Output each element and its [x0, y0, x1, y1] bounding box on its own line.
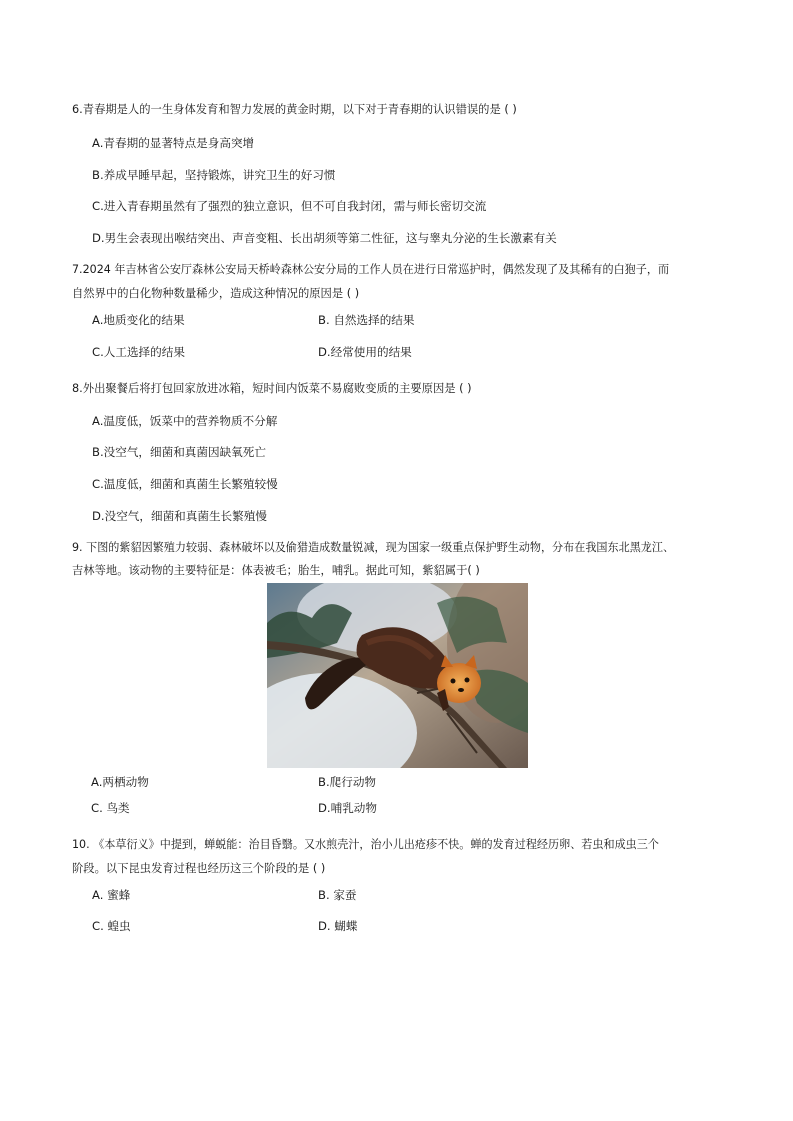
sable-photo	[267, 583, 528, 768]
q10-option-a: A. 蜜蜂	[92, 888, 131, 902]
q6-option-a: A.青春期的显著特点是身高突增	[92, 136, 255, 150]
q7-option-d: D.经常使用的结果	[318, 345, 412, 359]
q10-stem-line2: 阶段。以下昆虫发育过程也经历这三个阶段的是 ( )	[72, 862, 326, 875]
q10-stem-line1: 10. 《本草衍义》中提到，蝉蜕能：治目昏翳。又水煎壳汁，治小儿出疮疹不快。蝉的发育过程经历卵、若虫和成虫三个	[72, 838, 659, 851]
q6-option-d: D.男生会表现出喉结突出、声音变粗、长出胡须等第二性征，这与睾丸分泌的生长激素有关	[92, 231, 557, 245]
q7-stem-line1: 7.2024 年吉林省公安厅森林公安局天桥岭森林公安分局的工作人员在进行日常巡护时，偶然发现了及其稀有的白狍子，而	[72, 263, 670, 276]
q10-option-c: C. 蝗虫	[92, 919, 131, 933]
q9-option-c: C. 鸟类	[91, 801, 130, 815]
q8-stem: 8.外出聚餐后将打包回家放进冰箱，短时间内饭菜不易腐败变质的主要原因是 ( )	[72, 382, 472, 395]
q9-option-b: B.爬行动物	[318, 775, 377, 789]
q9-option-d: D.哺乳动物	[318, 801, 377, 815]
q10-option-b: B. 家蚕	[318, 888, 357, 902]
q9-stem-line1: 9. 下图的紫貂因繁殖力较弱、森林破坏以及偷猎造成数量锐减，现为国家一级重点保护野生动物，分布在我国东北黑龙江、	[72, 541, 675, 554]
q7-option-a: A.地质变化的结果	[92, 313, 185, 327]
q7-option-c: C.人工选择的结果	[92, 345, 185, 359]
q8-option-b: B.没空气，细菌和真菌因缺氧死亡	[92, 445, 266, 459]
q6-option-b: B.养成早睡早起，坚持锻炼，讲究卫生的好习惯	[92, 168, 336, 182]
q7-stem-line2: 自然界中的白化物种数量稀少，造成这种情况的原因是 ( )	[72, 287, 360, 300]
q10-option-d: D. 蝴蝶	[318, 919, 358, 933]
q8-option-c: C.温度低，细菌和真菌生长繁殖较慢	[92, 477, 278, 491]
q6-option-c: C.进入青春期虽然有了强烈的独立意识，但不可自我封闭，需与师长密切交流	[92, 199, 487, 213]
q7-option-b: B. 自然选择的结果	[318, 313, 415, 327]
q8-option-a: A.温度低，饭菜中的营养物质不分解	[92, 414, 278, 428]
q8-option-d: D.没空气，细菌和真菌生长繁殖慢	[92, 509, 267, 523]
q9-stem-line2: 吉林等地。该动物的主要特征是：体表被毛；胎生，哺乳。据此可知，紫貂属于( )	[72, 564, 480, 577]
q9-option-a: A.两栖动物	[91, 775, 149, 789]
q6-stem: 6.青春期是人的一生身体发育和智力发展的黄金时期，以下对于青春期的认识错误的是 ( )	[72, 103, 517, 116]
